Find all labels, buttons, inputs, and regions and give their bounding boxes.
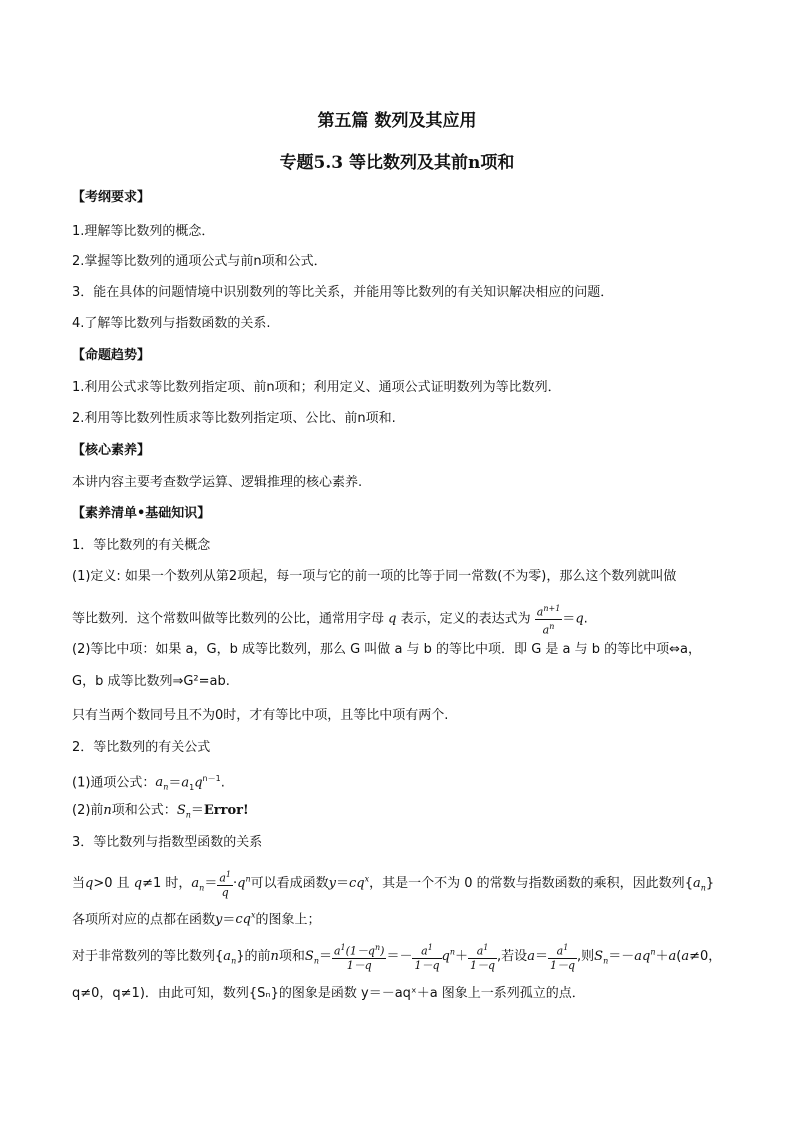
kaogang-item-2: 2.掌握等比数列的通项公式与前n项和公式．: [72, 254, 327, 269]
exp-text-a: 当: [72, 875, 86, 891]
formula-heading: 2．等比数列的有关公式: [72, 740, 211, 755]
exp-text-i: ,若设: [497, 948, 528, 964]
section-heading-suyang: 【素养清单•基础知识】: [72, 506, 211, 521]
exp-fraction-2: $\frac{a^1(1-q^n)}{1-q}$: [333, 943, 385, 972]
exponential-line-3: 对于非常数列的等比数列$\{a_n\}$的前n项和$S_n=$ $\frac{a^1(1-q^n)}{1-q}$ ＝－ $\frac{a^1}{1-q}$ $q^n+$ $\frac{a^1}{1-q}$ ,若设a＝ $\frac{a^1}{1-q}$ ,则$S_n=-aq^n+a(a\ne 0$，: [72, 943, 722, 972]
exp-fraction-1: $\frac{a^1}{q}$: [219, 870, 231, 899]
hexin-text: 本讲内容主要考查数学运算、逻辑推理的核心素养.: [72, 475, 363, 490]
exp-text-f: 对于非常数列的等比数列: [72, 948, 216, 964]
mingti-item-2: 2.利用等比数列性质求等比数列指定项、公比、前n项和.: [72, 411, 396, 426]
definition-line-2-text-a: 等比数列．这个常数叫做等比数列的公比，通常用字母: [72, 611, 385, 627]
sum-label-a: (2)前: [72, 803, 104, 818]
exp-fraction-5: $\frac{a^1}{1-q}$: [549, 943, 576, 972]
exp-text-j: ,则: [577, 948, 595, 964]
definition-line-2-text-b: 表示，定义的表达式为: [400, 611, 531, 627]
exp-text-h: 项和: [278, 948, 305, 964]
error-text: Error!: [203, 803, 249, 818]
chapter-title: 第五篇 数列及其应用: [317, 111, 477, 131]
sum-label-b: 项和公式：: [111, 803, 177, 818]
geometric-mean-note: 只有当两个数同号且不为0时，才有等比中项，且等比中项有两个.: [72, 708, 449, 723]
geometric-mean-line-1: (2)等比中项：如果 a，G，b 成等比数列，那么 G 叫做 a 与 b 的等比中项．即 G 是 a 与 b 的等比中项⇔a，: [72, 642, 702, 657]
definition-line-2: [72, 602, 752, 636]
mingti-item-1: 1.利用公式求等比数列指定项、前n项和；利用定义、通项公式证明数列为等比数列．: [72, 380, 561, 395]
exp-text-d: 各项所对应的点都在函数: [72, 912, 216, 928]
exponential-line-2: 各项所对应的点都在函数$y=cq^x$的图象上；: [72, 911, 321, 928]
exponential-line-1: 当q>0 且 q≠1 时，$a_n=$ $\frac{a^1}{q}$ $\cdot q^n$可以看成函数$y=cq^x$，其是一个不为 0 的常数与指数函数的乘积，因此数列$\{a_n\}$: [72, 870, 715, 899]
kaogang-item-3: 3．能在具体的问题情境中识别数列的等比关系，并能用等比数列的有关知识解决相应的问题．: [72, 285, 614, 300]
exp-fraction-4: $\frac{a^1}{1-q}$: [470, 943, 496, 972]
exponential-heading: 3．等比数列与指数型函数的关系: [72, 835, 263, 850]
exp-text-b: 可以看成函数: [250, 875, 329, 891]
concept-heading: 1．等比数列的有关概念: [72, 538, 211, 553]
exponential-line-4: q≠0，q≠1)．由此可知，数列{Sₙ}的图象是函数 y＝－aqˣ＋a 图象上一系列孤立的点．: [72, 986, 585, 1001]
topic-title: 专题5.3 等比数列及其前n项和: [279, 153, 515, 173]
exp-fraction-3: $\frac{a^1}{1-q}$: [414, 943, 440, 972]
definition-fraction: $\frac{a^{n+1}}{a^n}$: [536, 604, 561, 637]
kaogang-item-1: 1.理解等比数列的概念．: [72, 224, 215, 239]
sum-formula: (2)前n项和公式：$S_n=Error$!: [72, 803, 249, 820]
definition-equals: ＝q.: [562, 611, 588, 627]
section-heading-mingti: 【命题趋势】: [72, 348, 151, 363]
exp-text-e: 的图象上；: [255, 912, 321, 928]
kaogang-item-4: 4.了解等比数列与指数函数的关系.: [72, 316, 271, 331]
section-heading-kaogang: 【考纲要求】: [72, 190, 151, 205]
exp-text-g: 的前: [244, 948, 271, 964]
exp-text-c: ，其是一个不为 0 的常数与指数函数的乘积，因此数列: [369, 875, 685, 891]
ratio-symbol: q: [388, 611, 397, 627]
definition-line-1: (1)定义: 如果一个数列从第2项起，每一项与它的前一项的比等于同一常数(不为零)，那么这个数列就叫做: [72, 569, 677, 584]
section-heading-hexin: 【核心素养】: [72, 443, 151, 458]
general-term-label: (1)通项公式：: [72, 775, 156, 791]
geometric-mean-line-2: G，b 成等比数列⇒G²=ab.: [72, 674, 230, 689]
general-term-formula: (1)通项公式：$a_n=a_1q^{n-1}$.: [72, 774, 225, 792]
